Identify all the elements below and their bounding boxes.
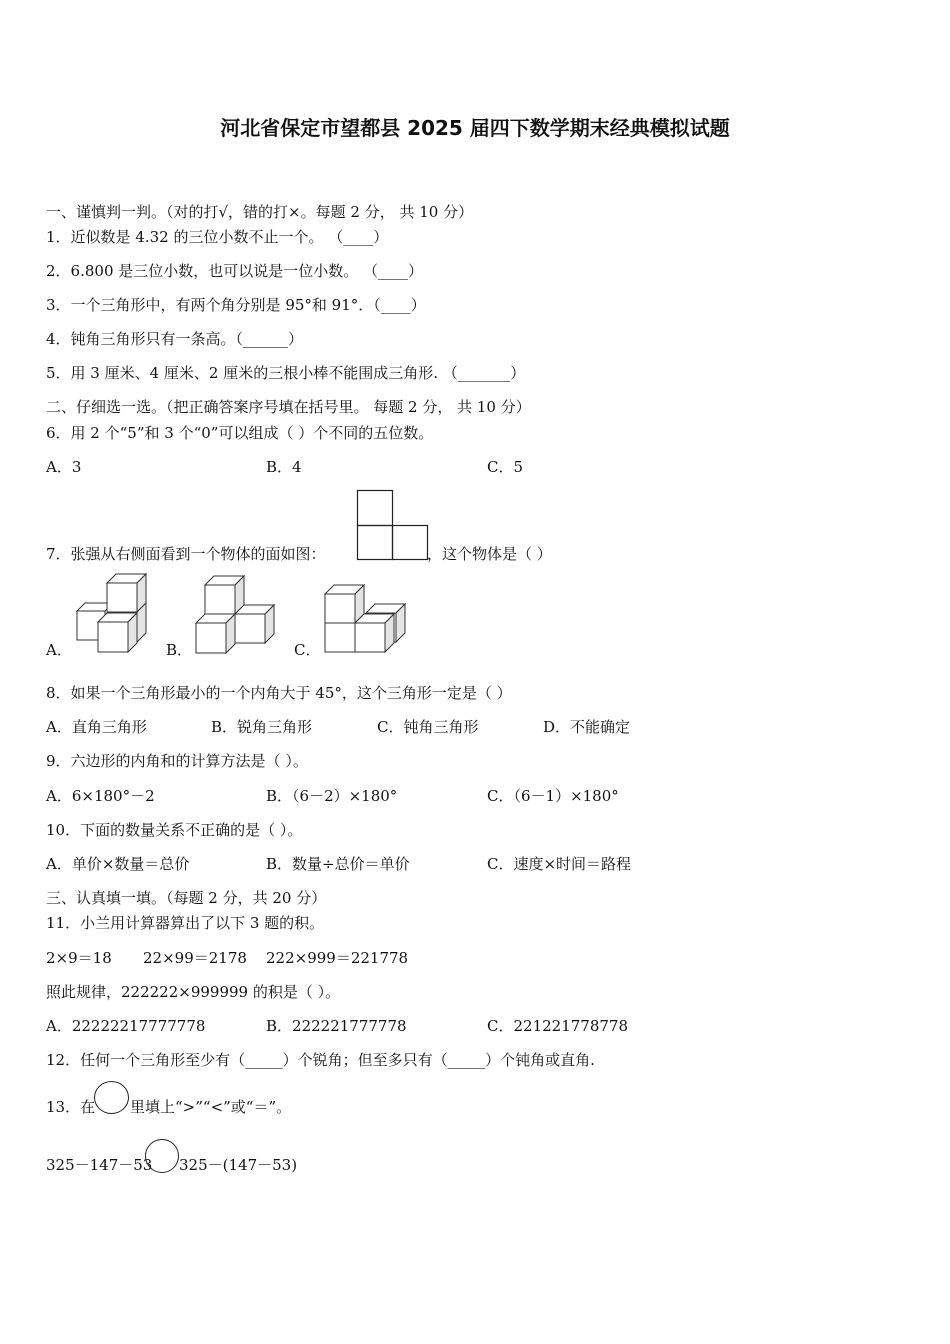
- q11-equation-1: 2×9＝18: [46, 949, 112, 967]
- question-9: 9．六边形的内角和的计算方法是（ ）。: [46, 752, 308, 770]
- q11-option-c[interactable]: C．221221778778: [487, 1017, 628, 1035]
- question-12: 12．任何一个三角形至少有（_____）个锐角；但至多只有（_____）个钝角或直角.: [46, 1051, 595, 1069]
- question-2: 2．6.800 是三位小数，也可以说是一位小数。 （____）: [46, 262, 424, 280]
- q7-side-view-figure: [356, 489, 431, 561]
- q6-option-a[interactable]: A．3: [46, 458, 82, 476]
- question-7-stem-pre: 7．张强从右侧面看到一个物体的面如图：: [46, 545, 326, 563]
- q10-option-c[interactable]: C．速度×时间＝路程: [487, 855, 632, 873]
- q7-option-b[interactable]: B．: [166, 641, 193, 659]
- q6-option-c[interactable]: C．5: [487, 458, 524, 476]
- q6-option-b[interactable]: B．4: [266, 458, 302, 476]
- question-6: 6．用 2 个“5”和 3 个“0”可以组成（ ）个不同的五位数。: [46, 424, 434, 442]
- q13-answer-circle[interactable]: [145, 1139, 179, 1173]
- question-5: 5．用 3 厘米、4 厘米、2 厘米的三根小棒不能围成三角形. （_______）: [46, 364, 526, 382]
- q11-option-b[interactable]: B．222221777778: [266, 1017, 407, 1035]
- section3-heading: 三、认真填一填。（每题 2 分，共 20 分）: [46, 889, 327, 907]
- page-title: 河北省保定市望都县 2025 届四下数学期末经典模拟试题: [220, 116, 730, 140]
- question-10: 10．下面的数量关系不正确的是（ ）。: [46, 821, 303, 839]
- question-3: 3．一个三角形中，有两个角分别是 95°和 91°．（____）: [46, 296, 426, 314]
- question-4: 4．钝角三角形只有一条高。（______）: [46, 330, 304, 348]
- section1-heading: 一、谨慎判一判。（对的打√，错的打×。每题 2 分， 共 10 分）: [46, 203, 474, 221]
- question-1: 1．近似数是 4.32 的三位小数不止一个。 （____）: [46, 228, 389, 246]
- q7-option-c[interactable]: C．: [294, 641, 321, 659]
- q8-option-d[interactable]: D．不能确定: [543, 718, 631, 736]
- q13-blank-circle: [94, 1081, 129, 1114]
- q7-option-c-cubes[interactable]: [321, 579, 409, 657]
- q7-option-a-cubes[interactable]: [74, 571, 154, 657]
- q10-option-b[interactable]: B．数量÷总价＝单价: [266, 855, 410, 873]
- q8-option-a[interactable]: A．直角三角形: [46, 718, 147, 736]
- q13-expression-left: 325－147－53: [46, 1156, 153, 1174]
- question-13-pre: 13．在: [46, 1098, 96, 1116]
- question-8: 8．如果一个三角形最小的一个内角大于 45°，这个三角形一定是（ ）: [46, 684, 512, 702]
- q9-option-b[interactable]: B．（6－2）×180°: [266, 787, 398, 805]
- q11-equation-2: 22×99＝2178: [143, 949, 247, 967]
- q13-expression-right: 325－(147－53): [179, 1156, 298, 1174]
- q7-option-a[interactable]: A．: [46, 641, 72, 659]
- q11-equation-3: 222×999＝221778: [266, 949, 409, 967]
- question-11: 11．小兰用计算器算出了以下 3 题的积。: [46, 914, 325, 932]
- q10-option-a[interactable]: A．单价×数量＝总价: [46, 855, 190, 873]
- question-13-post: 里填上“>”“<”或“＝”。: [130, 1098, 292, 1116]
- q8-option-c[interactable]: C．钝角三角形: [377, 718, 479, 736]
- q11-option-a[interactable]: A．22222217777778: [46, 1017, 206, 1035]
- q9-option-a[interactable]: A．6×180°－2: [46, 787, 155, 805]
- q7-option-b-cubes[interactable]: [192, 571, 280, 657]
- section2-heading: 二、仔细选一选。（把正确答案序号填在括号里。 每题 2 分， 共 10 分）: [46, 398, 531, 416]
- q11-rule: 照此规律，222222×999999 的积是（ ）。: [46, 983, 341, 1001]
- q9-option-c[interactable]: C．（6－1）×180°: [487, 787, 619, 805]
- q8-option-b[interactable]: B．锐角三角形: [211, 718, 313, 736]
- question-7-stem-post: ，这个物体是（ ）: [427, 545, 552, 563]
